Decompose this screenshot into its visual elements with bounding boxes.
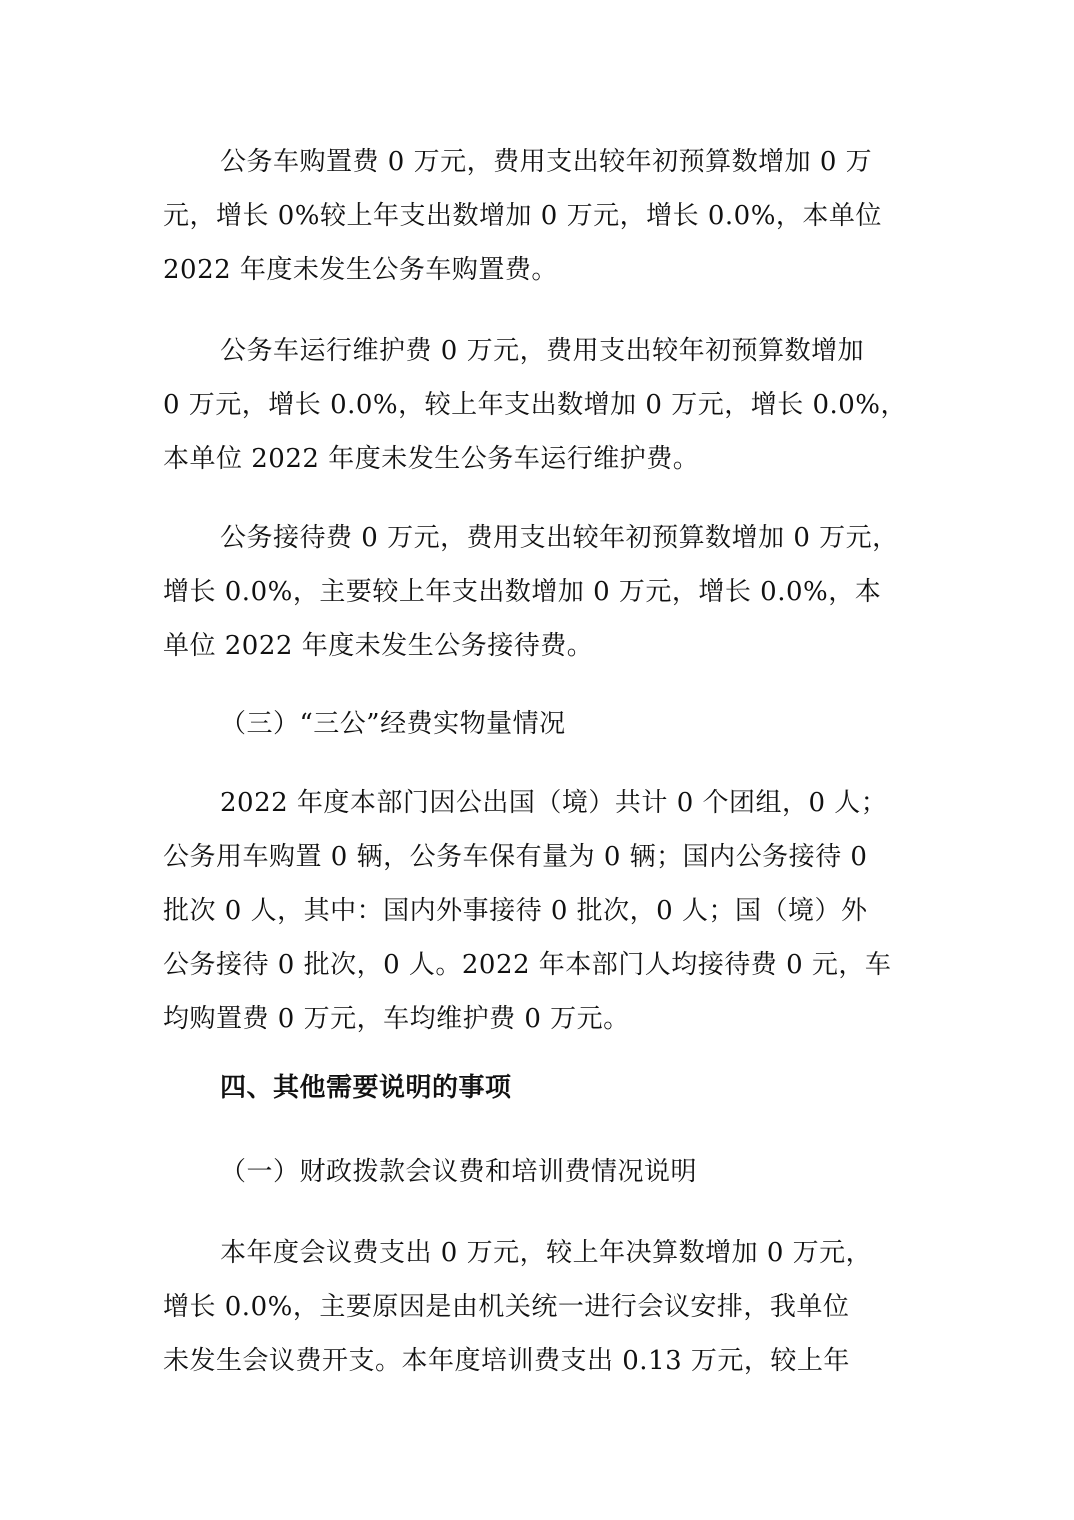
paragraph-line: 元，增长 0%较上年支出数增加 0 万元，增长 0.0%，本单位 (163, 201, 882, 231)
paragraph-line: 单位 2022 年度未发生公务接待费。 (163, 631, 594, 661)
subheading: （一）财政拨款会议费和培训费情况说明 (220, 1157, 698, 1187)
paragraph-line: 本年度会议费支出 0 万元，较上年决算数增加 0 万元， (220, 1238, 873, 1268)
paragraph-line: 公务接待费 0 万元，费用支出较年初预算数增加 0 万元， (220, 523, 899, 553)
paragraph-line: 增长 0.0%，主要原因是由机关统一进行会议安排，我单位 (163, 1292, 850, 1322)
paragraph-line: 2022 年度本部门因公出国（境）共计 0 个团组，0 人； (220, 788, 888, 818)
paragraph-line: 0 万元，增长 0.0%，较上年支出数增加 0 万元，增长 0.0%， (163, 390, 908, 420)
paragraph-line: 2022 年度未发生公务车购置费。 (163, 255, 558, 285)
paragraph-line: 未发生会议费开支。本年度培训费支出 0.13 万元，较上年 (163, 1346, 850, 1376)
section-heading: 四、其他需要说明的事项 (220, 1073, 512, 1103)
paragraph-line: 公务车运行维护费 0 万元，费用支出较年初预算数增加 (220, 336, 865, 366)
paragraph-line: 公务接待 0 批次，0 人。2022 年本部门人均接待费 0 元，车 (163, 950, 892, 980)
paragraph-line: 本单位 2022 年度未发生公务车运行维护费。 (163, 444, 700, 474)
paragraph-line: 批次 0 人，其中：国内外事接待 0 批次，0 人；国（境）外 (163, 896, 868, 926)
paragraph-line: 公务用车购置 0 辆，公务车保有量为 0 辆；国内公务接待 0 (163, 842, 868, 872)
paragraph-line: 增长 0.0%，主要较上年支出数增加 0 万元，增长 0.0%，本 (163, 577, 882, 607)
paragraph-line: 公务车购置费 0 万元，费用支出较年初预算数增加 0 万 (220, 147, 873, 177)
paragraph-line: 均购置费 0 万元，车均维护费 0 万元。 (163, 1004, 630, 1034)
subheading: （三）“三公”经费实物量情况 (220, 709, 566, 739)
